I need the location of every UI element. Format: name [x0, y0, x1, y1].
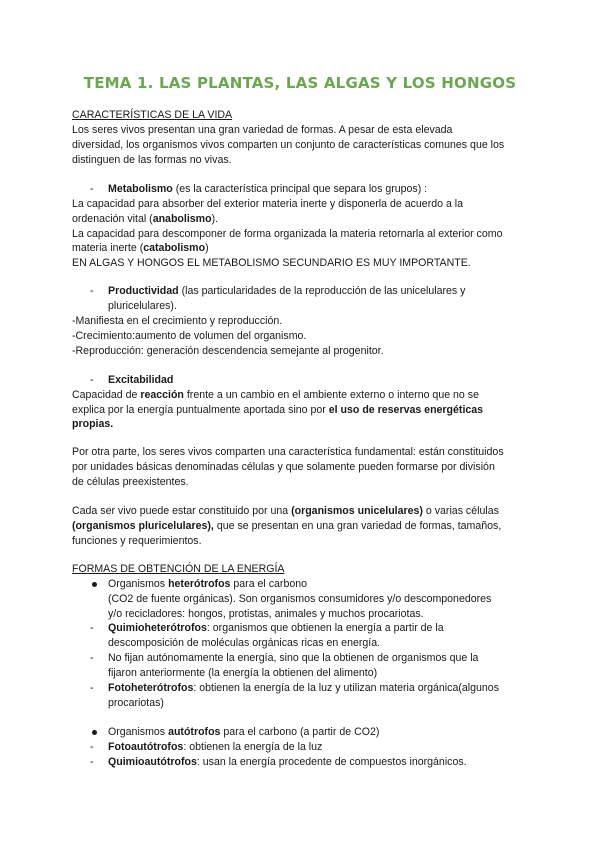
section-heading-characteristics: CARACTERÍSTICAS DE LA VIDA — [72, 109, 233, 121]
list-item-quimioheterotrofos: Quimioheterótrofos: organismos que obtienen la energía a partir de la — [108, 622, 444, 634]
paragraph-line: Los seres vivos presentan una gran variedad de formas. A pesar de esta elevada — [72, 124, 453, 136]
paragraph-line: descomposición de moléculas orgánicas ricas en energía. — [108, 637, 381, 649]
dash-bullet: - — [90, 741, 94, 753]
list-item-productividad: Productividad (las particularidades de la reproducción de las unicelulares y — [108, 285, 466, 297]
list-item-quimioautotrofos: Quimioautótrofos: usan la energía procedente de compuestos inorgánicos. — [108, 756, 467, 768]
paragraph-line: de células preexistentes. — [72, 476, 189, 488]
paragraph-line: explica por la energía puntualmente aportada sino por el uso de reservas energéticas — [72, 404, 484, 416]
paragraph-line: La capacidad para descomponer de forma organizada la materia retornarla al exterior como — [72, 228, 503, 240]
paragraph-line: (CO2 de fuente orgánicas). Son organismos consumidores y/o descomponedores — [108, 593, 492, 605]
list-item-fotoheterotrofos: Fotoheterótrofos: obtienen la energía de la luz y utilizan materia orgánica(algunos — [108, 682, 499, 694]
dash-bullet: - — [90, 682, 94, 694]
paragraph-line: pluricelulares). — [108, 300, 177, 312]
bullet-dot — [92, 730, 97, 735]
paragraph-line: diversidad, los organismos vivos comparten un conjunto de características comunes que los — [72, 139, 505, 151]
paragraph-line: Cada ser vivo puede estar constituido por una (organismos unicelulares) o varias células — [72, 505, 499, 517]
list-item-excitabilidad: Excitabilidad — [108, 374, 174, 386]
list-item-no-fijan: No fijan autónomamente la energía, sino que la obtienen de organismos que la — [108, 652, 479, 664]
dash-bullet: - — [90, 183, 94, 195]
paragraph-line: funciones y requerimientos. — [72, 535, 202, 547]
paragraph-line: fijaron anteriormente (la energía la obtienen del alimento) — [108, 667, 378, 679]
list-item-heterotrofos: Organismos heterótrofos para el carbono — [108, 578, 308, 590]
paragraph-line: Por otra parte, los seres vivos comparten una característica fundamental: están constituidos — [72, 446, 504, 458]
dash-bullet: - — [90, 374, 94, 386]
caps-note: EN ALGAS Y HONGOS EL METABOLISMO SECUNDARIO ES MUY IMPORTANTE. — [72, 257, 471, 269]
page-title: TEMA 1. LAS PLANTAS, LAS ALGAS Y LOS HONGOS — [83, 74, 517, 92]
paragraph-line: -Manifiesta en el crecimiento y reproducción. — [72, 315, 283, 327]
paragraph-line: materia inerte (catabolismo) — [72, 242, 209, 254]
paragraph-line: -Crecimiento:aumento de volumen del organismo. — [72, 330, 307, 342]
paragraph-line: procariotas) — [108, 697, 164, 709]
dash-bullet: - — [90, 652, 94, 664]
dash-bullet: - — [90, 622, 94, 634]
paragraph-line: distinguen de las formas no vivas. — [72, 154, 232, 166]
paragraph-line: -Reproducción: generación descendencia semejante al progenitor. — [72, 345, 384, 357]
paragraph-line: Capacidad de reacción frente a un cambio en el ambiente externo o interno que no se — [72, 389, 479, 401]
bullet-dot — [92, 582, 97, 587]
list-item-autotrofos: Organismos autótrofos para el carbono (a partir de CO2) — [108, 726, 380, 738]
dash-bullet: - — [90, 285, 94, 297]
dash-bullet: - — [90, 756, 94, 768]
paragraph-line: y/o recicladores: hongos, protistas, animales y muchos procariotas. — [108, 608, 424, 620]
paragraph-line: ordenación vital (anabolismo). — [72, 213, 219, 225]
list-item-metabolismo: Metabolismo (es la característica principal que separa los grupos) : — [108, 183, 428, 195]
section-heading-energy: FORMAS DE OBTENCIÓN DE LA ENERGÍA — [72, 563, 285, 575]
list-item-fotoautotrofos: Fotoautótrofos: obtienen la energía de la luz — [108, 741, 323, 753]
paragraph-line: por unidades básicas denominadas células y que solamente pueden formarse por división — [72, 461, 495, 473]
paragraph-line: propias. — [72, 418, 114, 430]
paragraph-line: (organismos pluricelulares), que se presentan en una gran variedad de formas, tamaños, — [72, 520, 502, 532]
paragraph-line: La capacidad para absorber del exterior materia inerte y disponerla de acuerdo a la — [72, 198, 464, 210]
